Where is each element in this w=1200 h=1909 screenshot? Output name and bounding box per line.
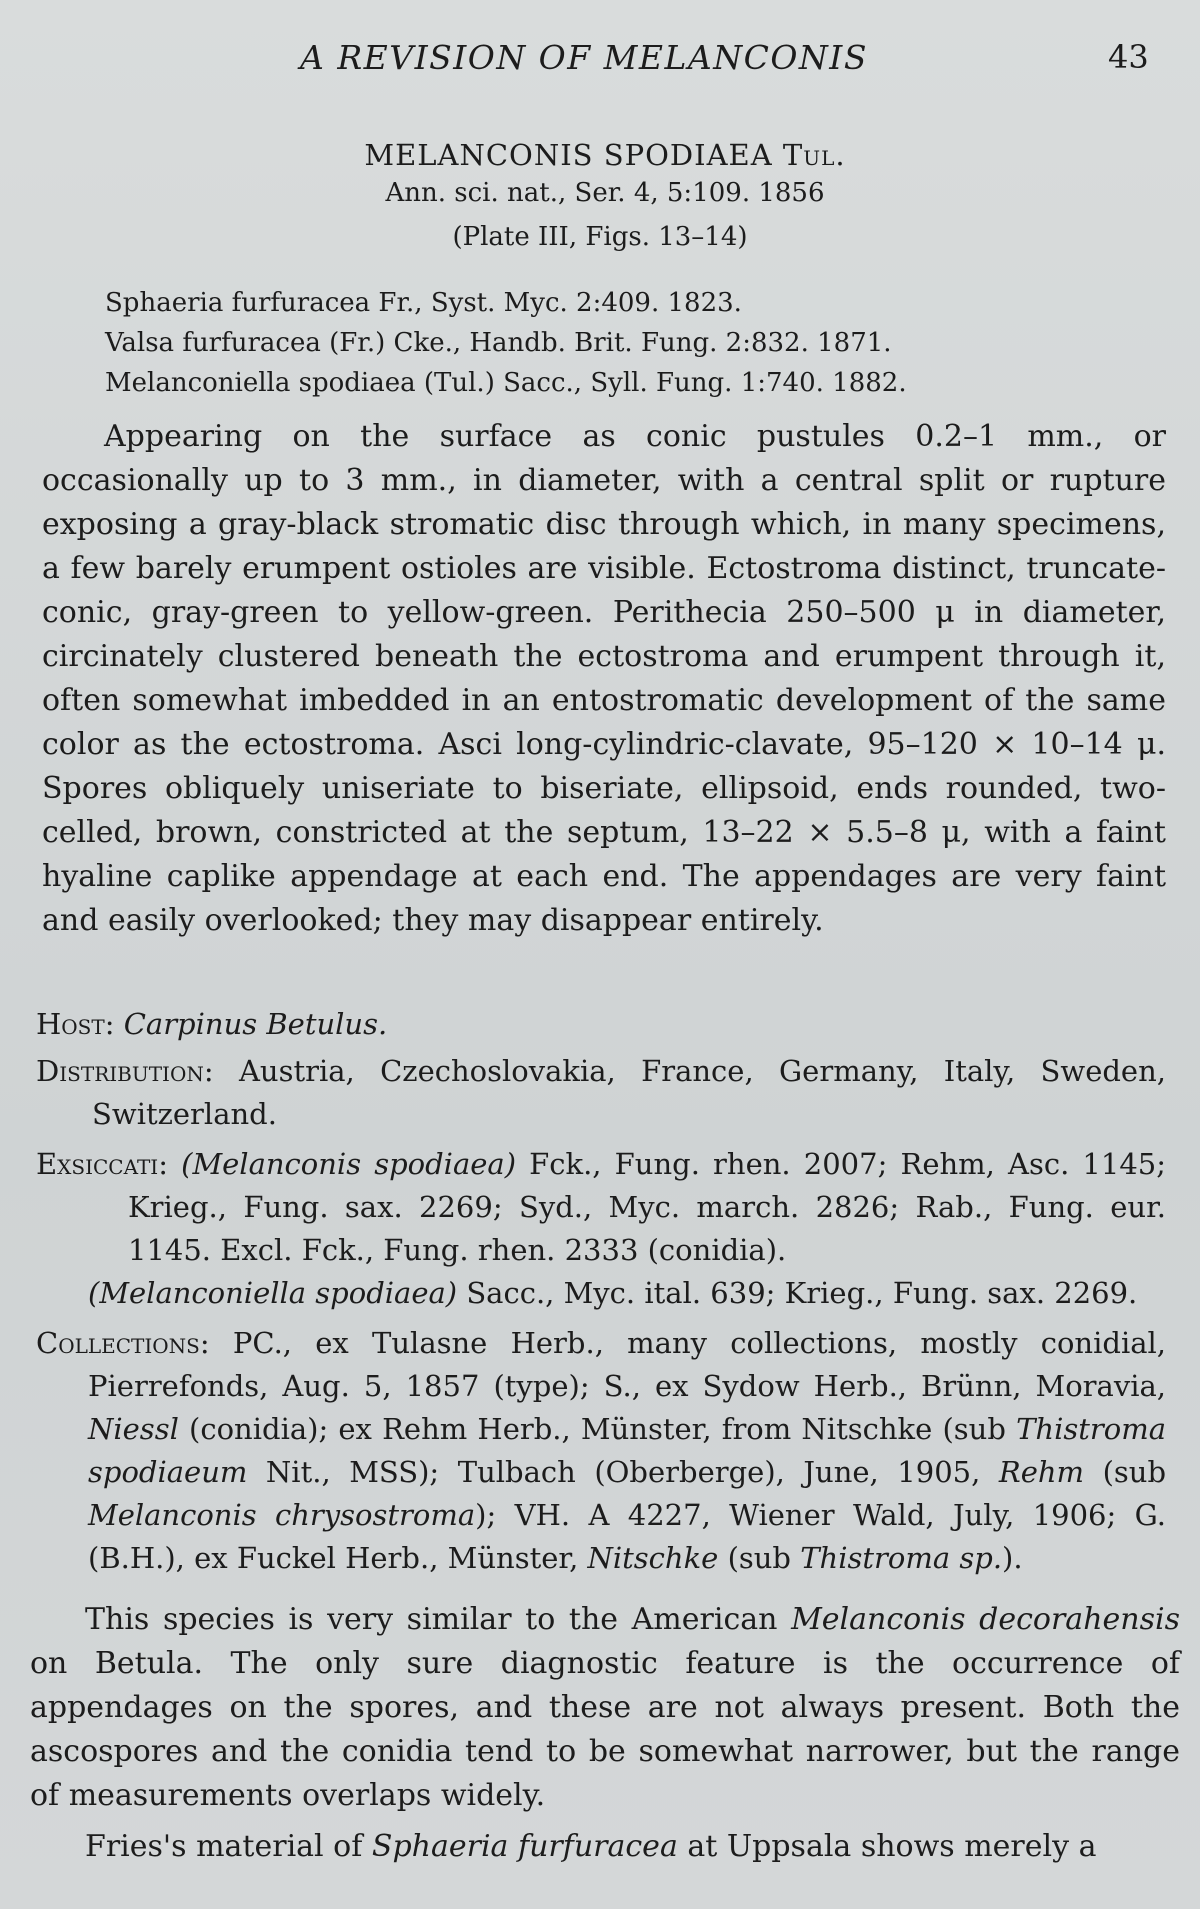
taxon-name: Melanconis decorahensis — [791, 1602, 1180, 1637]
collector-name: Rehm — [998, 1455, 1085, 1489]
collections-entry — [36, 1322, 1166, 1580]
exsiccati-group-text: Fck., Fung. rhen. 2007; Rehm, Asc. 1145; Krieg., Fung. sax. 2269; Syd., Myc. march. 2826; Rab., Fung. eur. 1145. Excl. Fck., Fung. rhen. 2333 (conidia). — [128, 1147, 1167, 1267]
distribution-value: Austria, Czechoslovakia, France, Germany, Italy, Sweden, Switzerland. — [92, 1054, 1166, 1131]
collections-text: ). — [1002, 1541, 1023, 1575]
host-entry — [36, 1003, 1166, 1046]
synonym-list — [105, 283, 1105, 403]
continuation-paragraph — [30, 1825, 1180, 1869]
discussion-paragraph — [30, 1598, 1180, 1818]
collector-name: Niessl — [88, 1412, 179, 1446]
species-author: Tul. — [782, 138, 846, 172]
species-citation: Ann. sci. nat., Ser. 4, 5:109. 1856 — [385, 178, 825, 208]
distribution-label: Distribution: — [36, 1054, 214, 1088]
exsiccati-entry-2 — [88, 1272, 1166, 1315]
synonym: Sphaeria furfuracea Fr., Syst. Myc. 2:409. 1823. — [105, 288, 742, 318]
description-paragraph: Appearing on the surface as conic pustules 0.2–1 mm., or occasionally up to 3 mm., in diameter, with a central split or rupture exposing a gray-black stromatic disc through which, in many specimens, a few barely erumpent ostioles are visible. Ectostroma distinct, truncate-conic, gray-green to yellow-green. Perithecia 250–500 μ in diameter, circinately clustered beneath the ectostroma and erumpent through it, often somewhat imbedded in an entostromatic development of the same color as the ectostroma. Asci long-cylindric-clavate, 95–120 × 10–14 μ. Spores obliquely uniseriate to biseriate, ellipsoid, ends rounded, two-celled, brown, constricted at the septum, 13–22 × 5.5–8 μ, with a faint hyaline caplike appendage at each end. The appendages are very faint and easily overlooked; they may disappear entirely. — [42, 419, 1166, 938]
collections-text: (sub — [727, 1541, 791, 1575]
collections-text: ); VH. A 4227, Wiener Wald, July, 1906; G.(B.H.), ex Fuckel Herb., Münster, — [88, 1498, 1166, 1575]
collections-text: Nit., MSS); Tulbach (Oberberge), June, 1905, — [265, 1455, 981, 1489]
synonym: Melanconiella spodiaea (Tul.) Sacc., Syll. Fung. 1:740. 1882. — [105, 368, 907, 398]
collections-label: Collections: — [36, 1326, 210, 1360]
collector-name: Nitschke — [587, 1541, 719, 1575]
host-value: Carpinus Betulus. — [123, 1007, 388, 1041]
running-head — [0, 38, 1200, 88]
exsiccati-label: Exsiccati: — [36, 1147, 168, 1181]
species-heading — [0, 138, 1200, 252]
continuation-text: at Uppsala shows merely a — [687, 1829, 1097, 1864]
taxon-name: Melanconis chrysostroma — [88, 1498, 476, 1532]
distribution-entry — [36, 1050, 1166, 1136]
collections-text: (sub — [1102, 1455, 1167, 1489]
species-title — [10, 138, 1200, 172]
synonym: Valsa furfuracea (Fr.) Cke., Handb. Brit. Fung. 2:832. 1871. — [105, 328, 892, 358]
taxon-name: Sphaeria furfuracea — [371, 1829, 678, 1864]
exsiccati-entry — [36, 1143, 1166, 1272]
taxon-name: Thistroma spodiaeum — [88, 1412, 1167, 1489]
discussion-text: This species is very similar to the American — [85, 1602, 778, 1637]
exsiccati-group-name: (Melanconis spodiaea) — [181, 1147, 517, 1181]
plate-reference: (Plate III, Figs. 13–14) — [452, 222, 748, 252]
page-number: 43 — [1108, 38, 1149, 76]
species-name: MELANCONIS SPODIAEA — [364, 138, 773, 172]
collections-text: PC., ex Tulasne Herb., many collections, mostly conidial, Pierrefonds, Aug. 5, 1857 (type); S., ex Sydow Herb., Brünn, Moravia, — [88, 1326, 1166, 1403]
collections-text: (conidia); ex Rehm Herb., Münster, from Nitschke (sub — [189, 1412, 1006, 1446]
discussion-text: on Betula. The only sure diagnostic feature is the occurrence of appendages on the spores, and these are not always present. Both the ascospores and the conidia tend to be somewhat narrower, but the range of measurements overlaps widely. — [30, 1646, 1180, 1813]
host-label: Host: — [36, 1007, 115, 1041]
continuation-text: Fries's material of — [85, 1829, 363, 1864]
exsiccati-group-text: Sacc., Myc. ital. 639; Krieg., Fung. sax. 2269. — [466, 1276, 1138, 1310]
taxon-name: Thistroma sp. — [800, 1541, 1003, 1575]
running-title: A REVISION OF MELANCONIS — [300, 38, 868, 77]
exsiccati-group-name: (Melanconiella spodiaea) — [88, 1276, 458, 1310]
